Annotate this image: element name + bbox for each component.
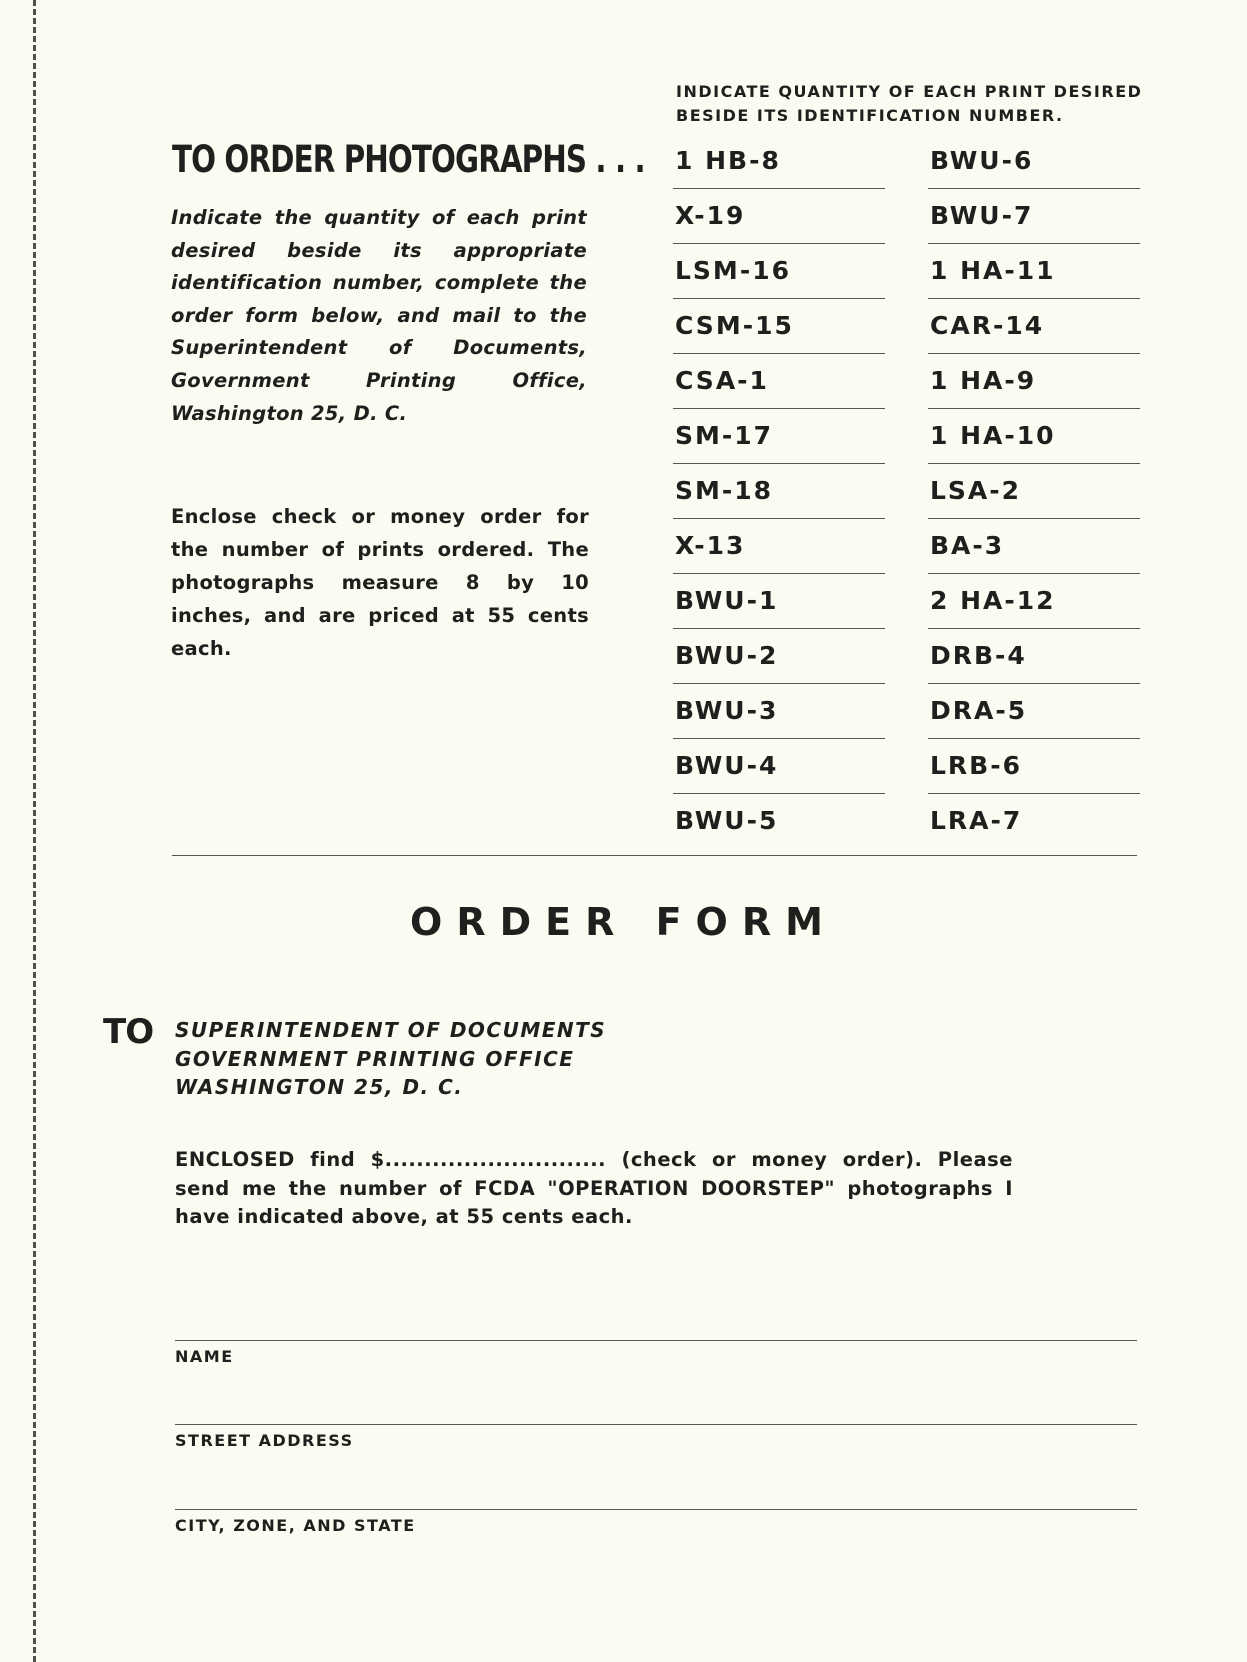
address-line: SUPERINTENDENT OF DOCUMENTS xyxy=(175,1018,607,1042)
to-label: TO xyxy=(103,1012,154,1052)
id-row[interactable]: BWU-5 xyxy=(675,806,779,835)
id-row[interactable]: X-13 xyxy=(673,519,885,574)
id-row[interactable]: LSM-16 xyxy=(673,244,885,299)
id-list-right xyxy=(928,134,1140,849)
name-label: NAME xyxy=(175,1347,234,1366)
city-zone-state-field[interactable] xyxy=(175,1509,1137,1535)
id-row[interactable]: 1 HA-9 xyxy=(928,354,1140,409)
id-row[interactable]: BWU-2 xyxy=(673,629,885,684)
id-list-left xyxy=(673,134,885,849)
order-form-heading: ORDER FORM xyxy=(410,900,837,944)
address-line: GOVERNMENT PRINTING OFFICE xyxy=(175,1046,575,1071)
instruction-line-1: INDICATE QUANTITY OF EACH PRINT DESIRED xyxy=(676,82,1143,101)
mailing-address xyxy=(175,1016,606,1102)
id-row[interactable]: SM-18 xyxy=(673,464,885,519)
id-row[interactable]: 2 HA-12 xyxy=(928,574,1140,629)
cut-line-dashed xyxy=(33,0,36,1662)
id-row[interactable]: DRB-4 xyxy=(928,629,1140,684)
id-row[interactable]: LRA-7 xyxy=(930,806,1023,835)
enclosed-payment-text: ENCLOSED find $............................ (check or money order). Please send me the number of FCDA "OPERATION DOORSTEP" photographs I have indicated above, at 55 cents each. xyxy=(175,1148,1013,1228)
id-row[interactable]: 1 HA-11 xyxy=(928,244,1140,299)
id-row[interactable]: 1 HA-10 xyxy=(928,409,1140,464)
section-divider xyxy=(172,855,1137,856)
instruction-line-2: BESIDE ITS IDENTIFICATION NUMBER. xyxy=(676,106,1064,125)
id-row[interactable]: SM-17 xyxy=(673,409,885,464)
id-row[interactable]: BWU-3 xyxy=(673,684,885,739)
id-row[interactable]: LSA-2 xyxy=(928,464,1140,519)
quantity-instruction xyxy=(676,80,1156,128)
id-row[interactable]: LRB-6 xyxy=(928,739,1140,794)
id-row[interactable]: DRA-5 xyxy=(928,684,1140,739)
id-row[interactable]: BWU-6 xyxy=(928,134,1140,189)
id-row[interactable]: CSM-15 xyxy=(673,299,885,354)
street-address-label: STREET ADDRESS xyxy=(175,1431,354,1450)
street-address-field[interactable] xyxy=(175,1424,1137,1450)
id-row[interactable]: BWU-7 xyxy=(928,189,1140,244)
id-row[interactable]: CAR-14 xyxy=(928,299,1140,354)
id-row[interactable]: BWU-4 xyxy=(673,739,885,794)
id-row[interactable]: BWU-1 xyxy=(673,574,885,629)
id-row[interactable]: CSA-1 xyxy=(673,354,885,409)
name-field[interactable] xyxy=(175,1340,1137,1366)
id-row[interactable]: BA-3 xyxy=(928,519,1140,574)
id-row[interactable]: X-19 xyxy=(673,189,885,244)
city-zone-state-label: CITY, ZONE, AND STATE xyxy=(175,1516,416,1535)
address-line: WASHINGTON 25, D. C. xyxy=(175,1075,464,1099)
ordering-instructions: Indicate the quantity of each print desired beside its appropriate identification number, complete the order form below, and mail to the Superintendent of Documents, Government Printing Office, Washington 25, D. C. xyxy=(171,206,587,425)
payment-instructions: Enclose check or money order for the number of prints ordered. The photographs measure 8 by 10 inches, and are priced at 55 cents each. xyxy=(171,505,589,660)
id-row[interactable]: 1 HB-8 xyxy=(673,134,885,189)
page-title: TO ORDER PHOTOGRAPHS . . . xyxy=(172,138,645,181)
